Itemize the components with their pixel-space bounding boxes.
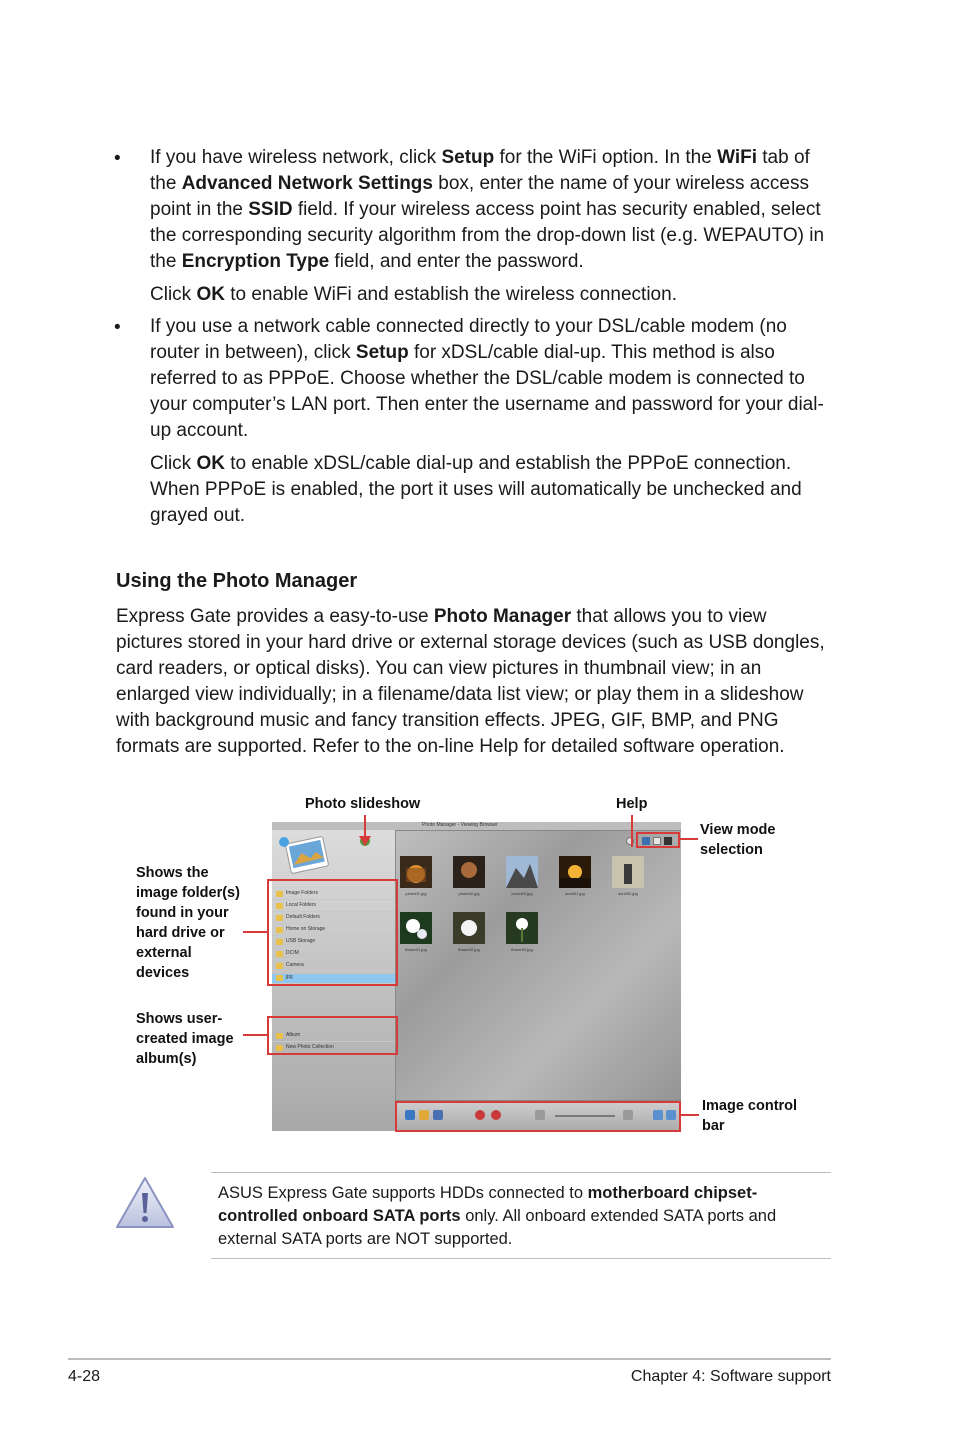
highlight-view-mode xyxy=(636,832,680,848)
highlight-control-bar xyxy=(395,1101,681,1132)
photo-manager-logo-icon xyxy=(278,834,332,880)
app-window-title: Photo Manager - Viewing Browser xyxy=(422,822,498,828)
page-number: 4-28 xyxy=(68,1368,101,1385)
bold-term: Setup xyxy=(355,342,409,363)
note-text xyxy=(218,1182,818,1251)
album-label: Album xyxy=(286,1032,301,1038)
note-top-rule xyxy=(211,1172,831,1173)
text-run: to enable xDSL/cable dial-up and establish the PPPoE connection. When PPPoE is enabled, the port it uses will automatically be unchecked and grayed out. xyxy=(150,453,802,526)
thumbnail-image[interactable] xyxy=(506,912,538,944)
leader-line xyxy=(681,1114,699,1116)
text-run: box, enter the name of your wireless access point in the xyxy=(150,173,809,220)
leader-line xyxy=(680,838,698,840)
callout-photo-slideshow: Photo slideshow xyxy=(305,796,421,812)
folder-label: Image Folders xyxy=(286,890,318,896)
text-run: field, and enter the password. xyxy=(329,251,584,272)
callout-help: Help xyxy=(616,796,648,812)
leader-line xyxy=(243,931,267,933)
chapter-title: Chapter 4: Software support xyxy=(630,1368,831,1385)
callout-folders: Shows the image folder(s) found in your hard drive or external devices xyxy=(136,865,240,981)
text-run: Click xyxy=(150,284,197,305)
callout-view-mode: View mode selection xyxy=(700,822,776,858)
callout-albums: Shows user-created image album(s) xyxy=(136,1011,234,1067)
text-run: If you have wireless network, click xyxy=(150,147,442,168)
text-run: only. All onboard extended SATA ports and external SATA ports are NOT supported. xyxy=(218,1207,777,1248)
thumbnail-image[interactable] xyxy=(400,856,432,888)
thumbnail-label: flower03.jpg xyxy=(511,947,533,952)
warning-icon xyxy=(114,1175,176,1231)
bullet-followup xyxy=(150,451,840,529)
highlight-folder-panel xyxy=(267,879,398,986)
bold-term: OK xyxy=(196,453,225,474)
thumbnail-label: flower01.jpg xyxy=(405,947,427,952)
highlight-album-panel xyxy=(267,1016,398,1055)
thumbnail-image[interactable] xyxy=(506,856,538,888)
folder-label: DCIM xyxy=(286,950,299,956)
thumbnail-image[interactable] xyxy=(612,856,644,888)
thumbnail-image[interactable] xyxy=(559,856,591,888)
thumbnail-label: sun001.jpg xyxy=(565,891,585,896)
folder-label: jpg xyxy=(286,974,293,980)
thumbnail-label: flower02.jpg xyxy=(458,947,480,952)
bold-term: Setup xyxy=(441,147,495,168)
thumbnail-image[interactable] xyxy=(453,856,485,888)
folder-label: Default Folders xyxy=(286,914,320,920)
text-run: that allows you to view pictures stored in your hard drive or external storage devices (such as USB dongles, card readers, or optical disks). You can view pictures in thumbnail view; in an enlarged view individually; in a filename/data list view; or play them in a slideshow with background music and fancy transition effects. JPEG, GIF, BMP, and PNG formats are supported. Refer to the on-line Help for detailed software operation. xyxy=(116,606,825,757)
bullet-paragraph xyxy=(150,145,840,275)
callout-control-bar: Image control bar xyxy=(702,1098,798,1134)
section-heading: Using the Photo Manager xyxy=(116,570,358,592)
text-run: to enable WiFi and establish the wireless connection. xyxy=(224,284,677,305)
bullet-paragraph xyxy=(150,314,840,444)
bold-term: SSID xyxy=(248,199,293,220)
bold-term: WiFi xyxy=(717,147,757,168)
text-run: If you use a network cable connected directly to your DSL/cable modem (no router in between), click xyxy=(150,316,787,363)
thumbnail-label: photo01.jpg xyxy=(405,891,427,896)
bullet-marker: • xyxy=(114,317,121,338)
thumbnail-image[interactable] xyxy=(453,912,485,944)
album-label: New Photo Collection xyxy=(286,1044,334,1050)
thumbnail-label: sun002.jpg xyxy=(618,891,638,896)
bold-term: OK xyxy=(196,284,225,305)
bold-term: Encryption Type xyxy=(181,251,330,272)
leader-arrow-icon xyxy=(359,836,371,848)
leader-line xyxy=(243,1034,267,1036)
footer-rule xyxy=(68,1358,831,1360)
thumbnail-image[interactable] xyxy=(400,912,432,944)
section-body xyxy=(116,604,836,760)
leader-line xyxy=(631,815,633,847)
text-run: Express Gate provides a easy-to-use xyxy=(116,606,434,627)
folder-label: Home on Storage xyxy=(286,926,326,932)
bullet-followup xyxy=(150,282,840,308)
folder-label: USB Storage xyxy=(286,938,316,944)
bullet-marker: • xyxy=(114,148,121,169)
text-run: tab of the xyxy=(150,147,810,194)
text-run: field. If your wireless access point has security enabled, select the corresponding security algorithm from the drop-down list (e.g. WEPAUTO) in the xyxy=(150,199,825,272)
text-run: ASUS Express Gate supports HDDs connected to xyxy=(218,1184,588,1202)
folder-label: Local Folders xyxy=(286,902,317,908)
thumbnail-label: photo03.jpg xyxy=(511,891,533,896)
bold-term: motherboard chipset-controlled onboard SATA ports xyxy=(218,1184,758,1225)
text-run: for xDSL/cable dial-up. This method is also referred to as PPPoE. Choose whether the DSL/cable modem is connected to your computer’s LAN port. Then enter the username and password for your dial-up account. xyxy=(150,342,824,441)
folder-label: Camera xyxy=(286,962,304,968)
bold-term: Photo Manager xyxy=(433,606,572,627)
note-bottom-rule xyxy=(211,1258,831,1259)
text-run: Click xyxy=(150,453,197,474)
text-run: for the WiFi option. In the xyxy=(494,147,718,168)
thumbnail-label: photo02.jpg xyxy=(458,891,480,896)
bold-term: Advanced Network Settings xyxy=(181,173,433,194)
